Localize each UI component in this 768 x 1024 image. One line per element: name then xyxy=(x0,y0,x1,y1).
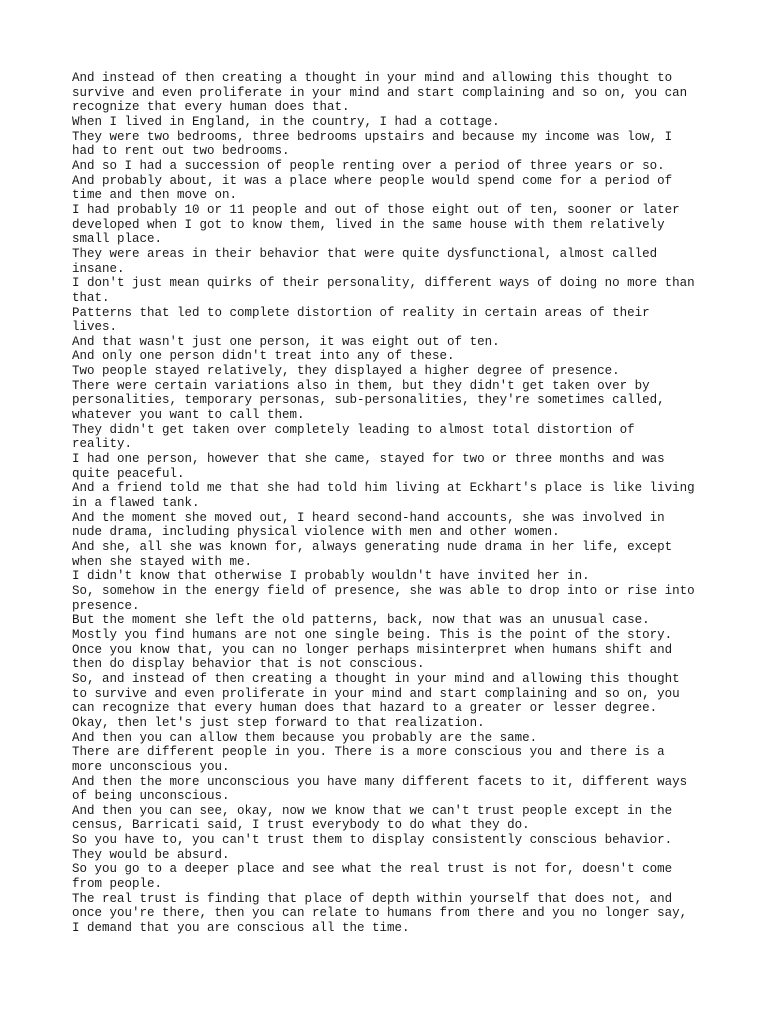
text-line: I demand that you are conscious all the time. xyxy=(72,921,410,936)
text-line: They were areas in their behavior that were quite dysfunctional, almost called xyxy=(72,246,658,261)
text-line: insane. xyxy=(72,261,125,276)
text-line: more unconscious you. xyxy=(72,759,230,774)
text-line: nude drama, including physical violence with men and other women. xyxy=(72,525,560,540)
text-line: of being unconscious. xyxy=(72,789,230,804)
document-page xyxy=(72,71,752,936)
text-line: They were two bedrooms, three bedrooms upstairs and because my income was low, I xyxy=(72,129,673,144)
text-line: So you have to, you can't trust them to display consistently conscious behavior. xyxy=(72,833,673,848)
text-line: lives. xyxy=(72,320,118,335)
text-line: that. xyxy=(72,290,110,305)
text-line: can recognize that every human does that hazard to a greater or lesser degree. xyxy=(72,701,658,716)
text-line: Patterns that led to complete distortion of reality in certain areas of their xyxy=(72,305,650,320)
text-line: developed when I got to know them, lived in the same house with them relatively xyxy=(72,217,665,232)
text-line: I don't just mean quirks of their personality, different ways of doing no more than xyxy=(72,276,695,291)
text-line: And so I had a succession of people renting over a period of three years or so. xyxy=(72,158,665,173)
text-line: recognize that every human does that. xyxy=(72,100,350,115)
text-line: The real trust is finding that place of depth within yourself that does not, and xyxy=(72,891,673,906)
text-line: to survive and even proliferate in your mind and start complaining and so on, you xyxy=(72,686,680,701)
text-line: Okay, then let's just step forward to that realization. xyxy=(72,715,485,730)
text-line: had to rent out two bedrooms. xyxy=(72,144,290,159)
text-line: quite peaceful. xyxy=(72,466,185,481)
text-line: There are different people in you. There is a more conscious you and there is a xyxy=(72,745,665,760)
text-line: survive and even proliferate in your mind and start complaining and so on, you can xyxy=(72,85,688,100)
text-line: I had probably 10 or 11 people and out of those eight out of ten, sooner or later xyxy=(72,202,680,217)
text-line: whatever you want to call them. xyxy=(72,408,305,423)
text-line: So you go to a deeper place and see what the real trust is not for, doesn't come xyxy=(72,862,673,877)
text-line: And then you can see, okay, now we know that we can't trust people except in the xyxy=(72,803,673,818)
text-line: They didn't get taken over completely leading to almost total distortion of xyxy=(72,422,635,437)
text-line: time and then move on. xyxy=(72,188,238,203)
text-line: When I lived in England, in the country, I had a cottage. xyxy=(72,114,500,129)
text-line: There were certain variations also in them, but they didn't get taken over by xyxy=(72,378,650,393)
text-line: And instead of then creating a thought in your mind and allowing this thought to xyxy=(72,71,673,85)
text-line: And probably about, it was a place where people would spend come for a period of xyxy=(72,173,673,188)
text-line: And only one person didn't treat into any of these. xyxy=(72,349,455,364)
text-line: in a flawed tank. xyxy=(72,496,200,511)
text-line: And that wasn't just one person, it was eight out of ten. xyxy=(72,334,500,349)
text-line: And then you can allow them because you probably are the same. xyxy=(72,730,538,745)
text-line: from people. xyxy=(72,877,163,892)
text-line: So, and instead of then creating a thought in your mind and allowing this thought xyxy=(72,671,680,686)
text-line: personalities, temporary personas, sub-personalities, they're sometimes called, xyxy=(72,393,665,408)
text-line: And the moment she moved out, I heard second-hand accounts, she was involved in xyxy=(72,510,665,525)
text-line: Once you know that, you can no longer perhaps misinterpret when humans shift and xyxy=(72,642,673,657)
text-line: And a friend told me that she had told him living at Eckhart's place is like living xyxy=(72,481,695,496)
text-line: then do display behavior that is not conscious. xyxy=(72,657,425,672)
text-line: Two people stayed relatively, they displayed a higher degree of presence. xyxy=(72,364,620,379)
text-line: But the moment she left the old patterns, back, now that was an unusual case. xyxy=(72,613,650,628)
text-line: presence. xyxy=(72,598,140,613)
text-line: Mostly you find humans are not one single being. This is the point of the story. xyxy=(72,627,673,642)
text-line: I didn't know that otherwise I probably wouldn't have invited her in. xyxy=(72,569,590,584)
text-line: And then the more unconscious you have many different facets to it, different ways xyxy=(72,774,688,789)
text-line: once you're there, then you can relate to humans from there and you no longer say, xyxy=(72,906,688,921)
text-line: census, Barricati said, I trust everybody to do what they do. xyxy=(72,818,530,833)
text-line: reality. xyxy=(72,437,133,452)
text-line: I had one person, however that she came, stayed for two or three months and was xyxy=(72,452,665,467)
text-line: And she, all she was known for, always generating nude drama in her life, except xyxy=(72,540,673,554)
text-line: So, somehow in the energy field of presence, she was able to drop into or rise into xyxy=(72,583,695,598)
text-line: small place. xyxy=(72,232,163,247)
text-line: when she stayed with me. xyxy=(72,554,253,569)
text-line: They would be absurd. xyxy=(72,847,230,862)
